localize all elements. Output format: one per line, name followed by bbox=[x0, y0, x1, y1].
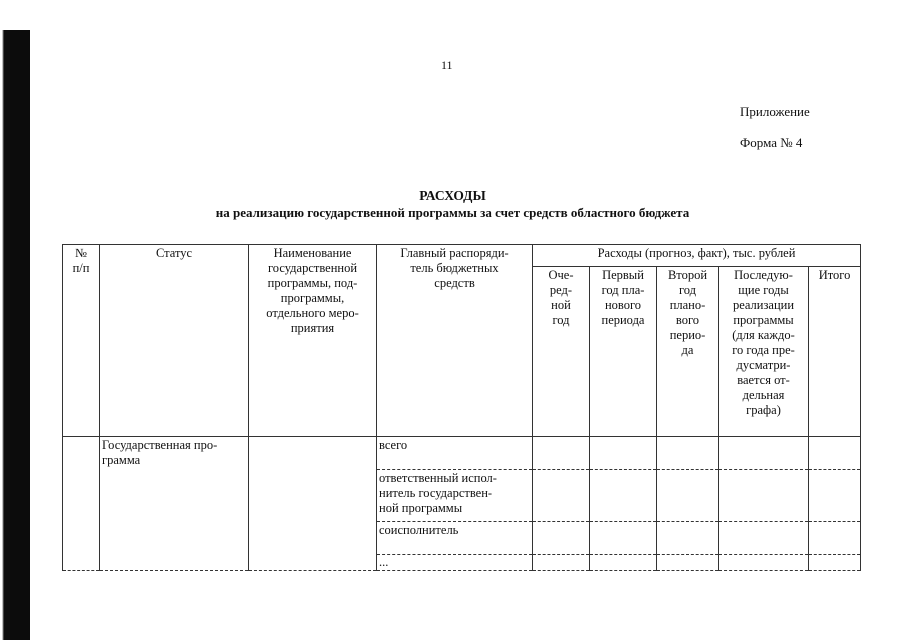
cell-all-next bbox=[533, 437, 590, 470]
subheader-following-years-text: Последую- щие годы реализации программы (для каждо- го года пре- дусматри- вается от- дельная графа) bbox=[732, 268, 795, 417]
document-subtitle: на реализацию государственной программы за счет средств областного бюджета bbox=[215, 205, 690, 220]
table-row-all bbox=[63, 437, 861, 470]
row-responsible-label bbox=[377, 470, 533, 522]
document-title: РАСХОДЫ bbox=[419, 188, 486, 203]
subheader-second-plan-year-text: Второй год плано- вого перио- да bbox=[667, 268, 708, 357]
expenses-table bbox=[62, 244, 861, 571]
cell-all-following bbox=[719, 437, 809, 470]
cell-responsible-first bbox=[590, 470, 657, 522]
form-number: Форма № 4 bbox=[740, 135, 803, 150]
cell-coexecutor-next bbox=[533, 522, 590, 555]
header-budget-manager-text: Главный распоряди- тель бюджетных средств bbox=[400, 246, 509, 290]
cell-responsible-following bbox=[719, 470, 809, 522]
cell-more-second bbox=[657, 555, 719, 571]
cell-coexecutor-second bbox=[657, 522, 719, 555]
subheader-total bbox=[809, 267, 861, 437]
row-coexecutor-text: соисполнитель bbox=[379, 523, 459, 537]
header-number-text: № п/п bbox=[72, 246, 90, 275]
header-status-text: Статус bbox=[155, 246, 193, 260]
cell-more-next bbox=[533, 555, 590, 571]
cell-coexecutor-first bbox=[590, 522, 657, 555]
row-more-label bbox=[377, 555, 533, 571]
cell-coexecutor-total bbox=[809, 522, 861, 555]
row-coexecutor-label bbox=[377, 522, 533, 555]
subheader-total-text: Итого bbox=[818, 268, 851, 282]
header-status bbox=[100, 245, 249, 437]
cell-all-first bbox=[590, 437, 657, 470]
cell-coexecutor-following bbox=[719, 522, 809, 555]
row-responsible-text: ответственный испол- нитель государствен- ной программы bbox=[379, 471, 497, 515]
header-expenses bbox=[533, 245, 861, 267]
cell-all-second bbox=[657, 437, 719, 470]
header-expenses-text: Расходы (прогноз, факт), тыс. рублей bbox=[597, 246, 796, 260]
cell-more-total bbox=[809, 555, 861, 571]
subheader-second-plan-year bbox=[657, 267, 719, 437]
appendix-label: Приложение bbox=[740, 104, 810, 119]
row-all-label bbox=[377, 437, 533, 470]
subheader-next-year bbox=[533, 267, 590, 437]
scan-edge bbox=[0, 30, 30, 640]
subheader-first-plan-year-text: Первый год пла- нового периода bbox=[601, 268, 645, 327]
subheader-next-year-text: Оче- ред- ной год bbox=[548, 268, 574, 327]
row-status-text: Государственная про- грамма bbox=[102, 438, 218, 467]
subheader-following-years bbox=[719, 267, 809, 437]
header-row bbox=[63, 245, 861, 267]
subheader-first-plan-year bbox=[590, 267, 657, 437]
cell-more-following bbox=[719, 555, 809, 571]
row-all-text: всего bbox=[379, 438, 408, 452]
cell-responsible-second bbox=[657, 470, 719, 522]
row-status-cell bbox=[100, 437, 249, 571]
row-program-name-cell bbox=[249, 437, 377, 571]
row-number-cell bbox=[63, 437, 100, 571]
cell-responsible-next bbox=[533, 470, 590, 522]
cell-more-first bbox=[590, 555, 657, 571]
row-more-text: ... bbox=[379, 555, 389, 569]
cell-responsible-total bbox=[809, 470, 861, 522]
page-number: 11 bbox=[441, 58, 453, 72]
header-budget-manager bbox=[377, 245, 533, 437]
header-program-name bbox=[249, 245, 377, 437]
header-program-name-text: Наименование государственной программы, под- программы, отдельного меро- приятия bbox=[266, 246, 359, 335]
header-number bbox=[63, 245, 100, 437]
cell-all-total bbox=[809, 437, 861, 470]
